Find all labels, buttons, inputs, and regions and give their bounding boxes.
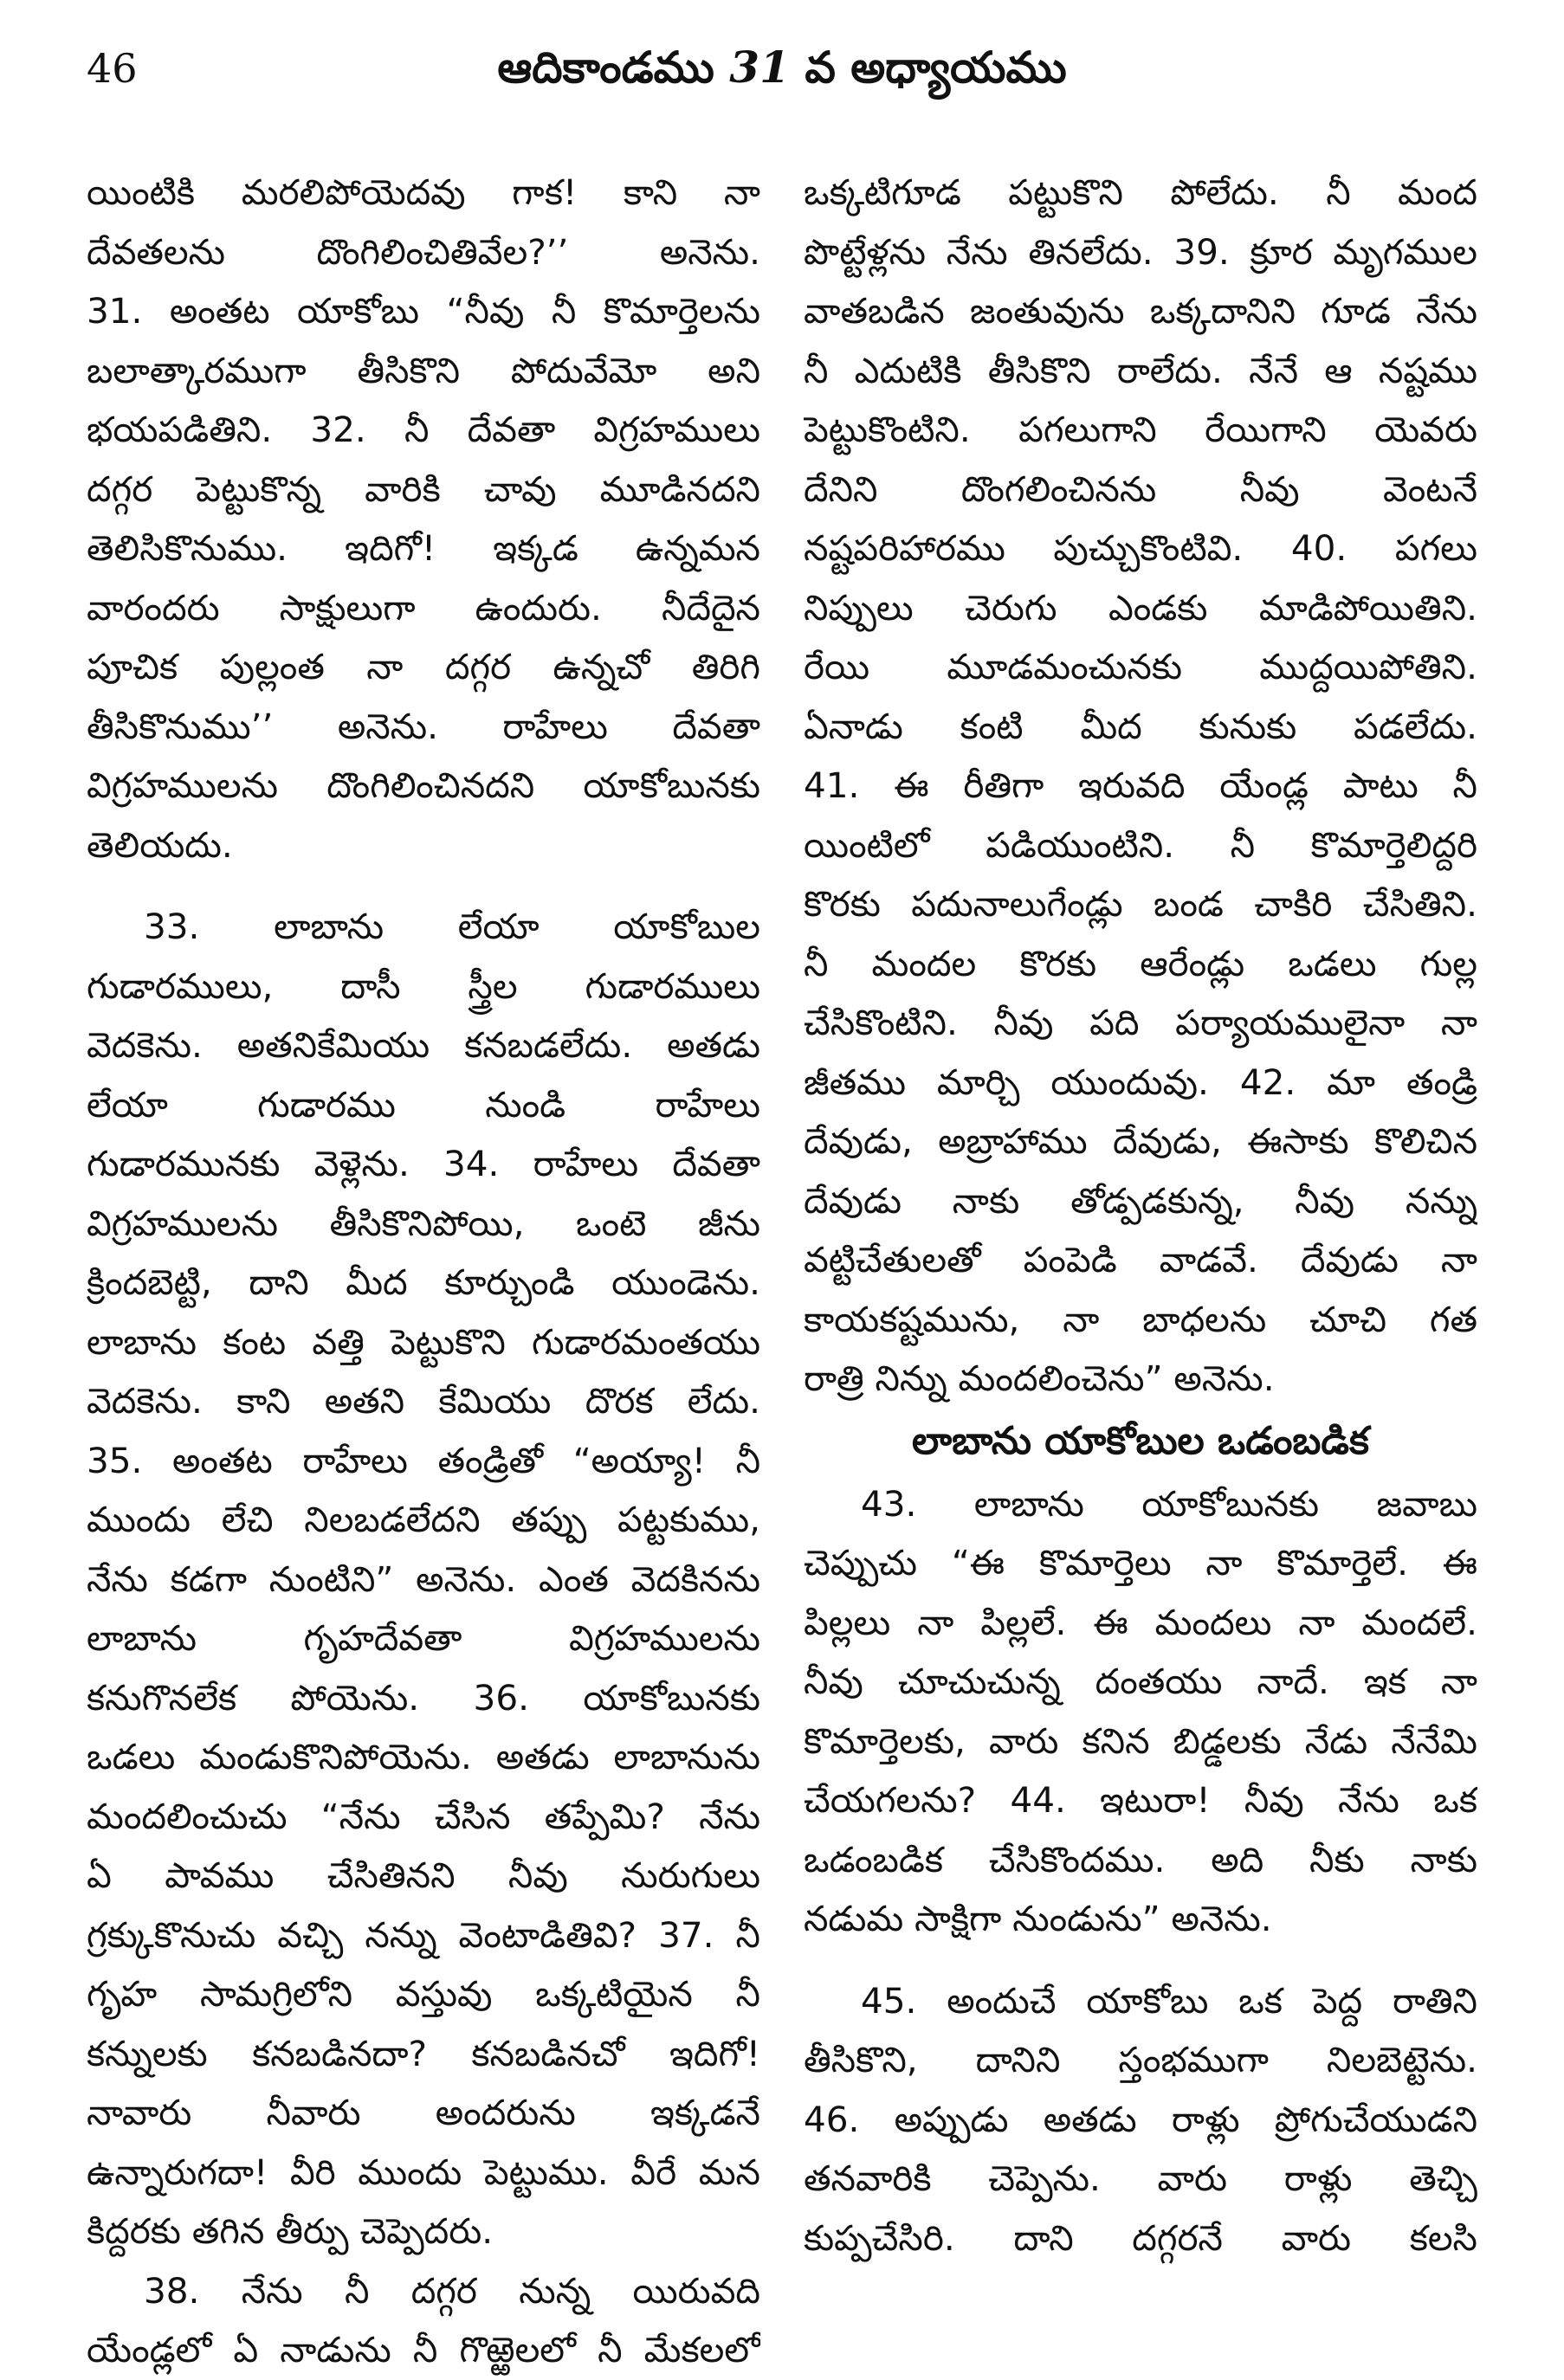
text-line: గృహ సామగ్రిలోని వస్తువు ఒక్కటియైన నీ <box>87 1973 760 2015</box>
paragraph-gap <box>804 1949 1477 1971</box>
text-line: చేయగలను? 44. ఇటురా! నీవు నేను ఒక <box>804 1779 1477 1821</box>
text-line: 31. అంతట యాకోబు “నీవు నీ కొమార్తెలను <box>87 290 760 332</box>
text-line: కుప్పచేసిరి. దాని దగ్గరనే వారు కలసి <box>804 2216 1477 2259</box>
text-line: విగ్రహములను దొంగిలించినదని యాకోబునకు <box>87 764 760 806</box>
running-header <box>0 42 1564 104</box>
text-line: గుడారమునకు వెళ్లెను. 34. రాహేలు దేవతా <box>87 1143 760 1184</box>
text-line: గుడారములు, దాసీ స్త్రీల గుడారములు <box>87 964 760 1007</box>
text-line: కన్నులకు కనబడినదా? కనబడినచో ఇదిగో! <box>87 2032 760 2074</box>
text-line: నీవు చూచుచున్న దంతయు నాదే. ఇక నా <box>804 1661 1477 1702</box>
section-heading: లాబాను యాకోబుల ఒడంబడిక <box>912 1418 1369 1463</box>
text-line: లాబాను కంట వత్తి పెట్టుకొని గుడారమంతయు <box>87 1320 760 1363</box>
text-line: 45. అందుచే యాకోబు ఒక పెద్ద రాతిని <box>861 1979 1477 2022</box>
page-number: 46 <box>87 45 138 92</box>
text-line: ఏ పావము చేసితినని నీవు నురుగులు <box>87 1854 760 1896</box>
text-line: ఒక్కటిగూడ పట్టుకొని పోలేదు. నీ మంద <box>804 171 1477 213</box>
text-line: 46. అప్పుడు అతడు రాళ్లు ప్రోగుచేయుడని <box>804 2098 1477 2140</box>
text-line: దేవతలను దొంగిలించితివేల?’’ అనెను. <box>87 230 760 273</box>
text-line: 35. అంతట రాహేలు తండ్రితో “అయ్యా! నీ <box>87 1439 760 1481</box>
text-line: బలాత్కారముగా తీసికొని పోదువేమో అని <box>87 349 760 391</box>
text-line: కొమార్తెలకు, వారు కనిన బిడ్డలకు నేడు నేనేమి <box>804 1719 1477 1762</box>
header-chapter-label: వ అధ్యాయము <box>805 42 1067 93</box>
text-line: పెట్టుకొంటిని. పగలుగాని రేయిగాని యెవరు <box>804 409 1477 450</box>
text-line: ఒడలు మండుకొనిపోయెను. అతడు లాబానును <box>87 1736 760 1777</box>
text-line: 41. ఈ రీతిగా ఇరువది యేండ్ల పాటు నీ <box>804 764 1477 806</box>
text-line: దేనిని దొంగలించినను నీవు వెంటనే <box>804 468 1477 510</box>
text-line: వెదకెను. కాని అతని కేమియు దొరక లేదు. <box>87 1380 760 1422</box>
text-line: పొట్టేళ్లను నేను తినలేదు. 39. క్రూర మృగముల <box>804 230 1477 273</box>
text-line: 43. లాబాను యాకోబునకు జవాబు <box>861 1482 1477 1525</box>
text-line: రాత్రి నిన్ను మందలించెను” అనెను. <box>804 1358 1275 1399</box>
text-line: నడుమ సాక్షిగా నుండును” అనెను. <box>804 1898 1272 1939</box>
text-line: రేయి మూడమంచునకు ముద్దయిపోతిని. <box>804 646 1477 687</box>
text-line: కనుగొనలేక పోయెను. 36. యాకోబునకు <box>87 1676 760 1719</box>
text-line: భయపడితిని. 32. నీ దేవతా విగ్రహములు <box>87 409 760 450</box>
text-line: ఏనాడు కంటి మీద కునుకు పడలేదు. <box>804 705 1477 747</box>
text-line: వట్టిచేతులతో పంపెడి వాడవే. దేవుడు నా <box>804 1239 1477 1280</box>
text-line: వాతబడిన జంతువును ఒక్కదానిని గూడ నేను <box>804 290 1477 332</box>
header-book: ఆదికాండము <box>497 42 714 93</box>
text-line: కొరకు పదునాలుగేండ్లు బండ చాకిరి చేసితిని. <box>804 883 1477 925</box>
text-line: యేండ్లలో ఏ నాడును నీ గొఱ్ఱెలలో నీ మేకలలో <box>87 2329 760 2370</box>
text-line: తెలిసికొనుము. ఇదిగో! ఇక్కడ ఉన్నమన <box>87 527 760 569</box>
text-line: లాబాను గృహదేవతా విగ్రహములను <box>87 1617 760 1659</box>
text-line: 33. లాబాను లేయా యాకోబుల <box>144 906 760 947</box>
text-line: 38. నేను నీ దగ్గర నున్న యిరువది <box>144 2269 760 2312</box>
text-line: ఉన్నారుగదా! వీరి ముందు పెట్టుము. వీరే మన <box>87 2151 760 2193</box>
text-line: యింటిలో పడియుంటిని. నీ కొమార్తెలిద్దరి <box>804 823 1477 866</box>
text-line: జీతము మార్చి యుందువు. 42. మా తండ్రి <box>804 1061 1477 1103</box>
text-line: దగ్గర పెట్టుకొన్న వారికి చావు మూడినదని <box>87 468 760 510</box>
text-line: నష్టపరిహారము పుచ్చుకొంటివి. 40. పగలు <box>804 527 1477 569</box>
text-line: కాయకష్టమును, నా బాధలను చూచి గత <box>804 1298 1477 1340</box>
paragraph-gap <box>87 874 760 897</box>
text-line: తీసికొనుము’’ అనెను. రాహేలు దేవతా <box>87 705 760 747</box>
text-line: తెలియదు. <box>87 823 233 866</box>
right-text-column <box>804 163 1477 2267</box>
text-line: కిద్దరకు తగిన తీర్పు చెప్పెదరు. <box>87 2210 494 2252</box>
text-line: వారందరు సాక్షులుగా ఉందురు. నీదేదైన <box>87 586 760 629</box>
text-line: చేసికొంటిని. నీవు పది పర్యాయములైనా నా <box>804 1002 1477 1043</box>
text-line: దేవుడు నాకు తోడ్పడకున్న, నీవు నన్ను <box>804 1179 1477 1222</box>
text-line: నిప్పులు చెరుగు ఎండకు మాడిపోయితిని. <box>804 586 1477 629</box>
text-line: ముందు లేచి నిలబడలేదని తప్పు పట్టకుము, <box>87 1499 760 1540</box>
text-line: పిల్లలు నా పిల్లలే. ఈ మందలు నా మందలే. <box>804 1601 1477 1643</box>
text-line: యింటికి మరలిపోయెదవు గాక! కాని నా <box>87 171 760 213</box>
text-line: విగ్రహములను తీసికొనిపోయి, ఒంటె జీను <box>87 1202 760 1244</box>
left-text-column <box>87 163 760 2380</box>
text-line: తీసికొని, దానిని స్తంభముగా నిలబెట్టెను. <box>804 2039 1477 2080</box>
text-line: తనవారికి చెప్పెను. వారు రాళ్లు తెచ్చి <box>804 2157 1477 2199</box>
text-line: గ్రక్కుకొనుచు వచ్చి నన్ను వెంటాడితివి? 37. నీ <box>87 1913 760 1956</box>
text-line: లేయా గుడారము నుండి రాహేలు <box>87 1083 760 1126</box>
text-line: నేను కడగా నుంటిని” అనెను. ఎంత వెదకినను <box>87 1558 760 1600</box>
text-line: నీ ఎదుటికి తీసికొని రాలేదు. నేనే ఆ నష్టము <box>804 349 1477 391</box>
text-line: నావారు నీవారు అందరును ఇక్కడనే <box>87 2092 760 2133</box>
text-line: పూచిక పుల్లంత నా దగ్గర ఉన్నచో తిరిగి <box>87 646 760 687</box>
text-line: నీ మందల కొరకు ఆరేండ్లు ఒడలు గుల్ల <box>804 942 1477 984</box>
text-line: క్రిందబెట్టి, దాని మీద కూర్చుండి యుండెను. <box>87 1261 760 1303</box>
header-chapter-number: 31 <box>729 42 790 93</box>
text-line: దేవుడు, అబ్రాహాము దేవుడు, ఈసాకు కొలిచిన <box>804 1120 1477 1162</box>
text-line: చెప్పుచు “ఈ కొమార్తెలు నా కొమార్తెలే. ఈ <box>804 1542 1477 1583</box>
text-line: మందలించుచు “నేను చేసిన తప్పేమి? నేను <box>87 1795 760 1837</box>
text-line: ఒడంబడిక చేసికొందము. అది నీకు నాకు <box>804 1838 1477 1880</box>
text-line: వెదకెను. అతనికేమియు కనబడలేదు. అతడు <box>87 1024 760 1066</box>
